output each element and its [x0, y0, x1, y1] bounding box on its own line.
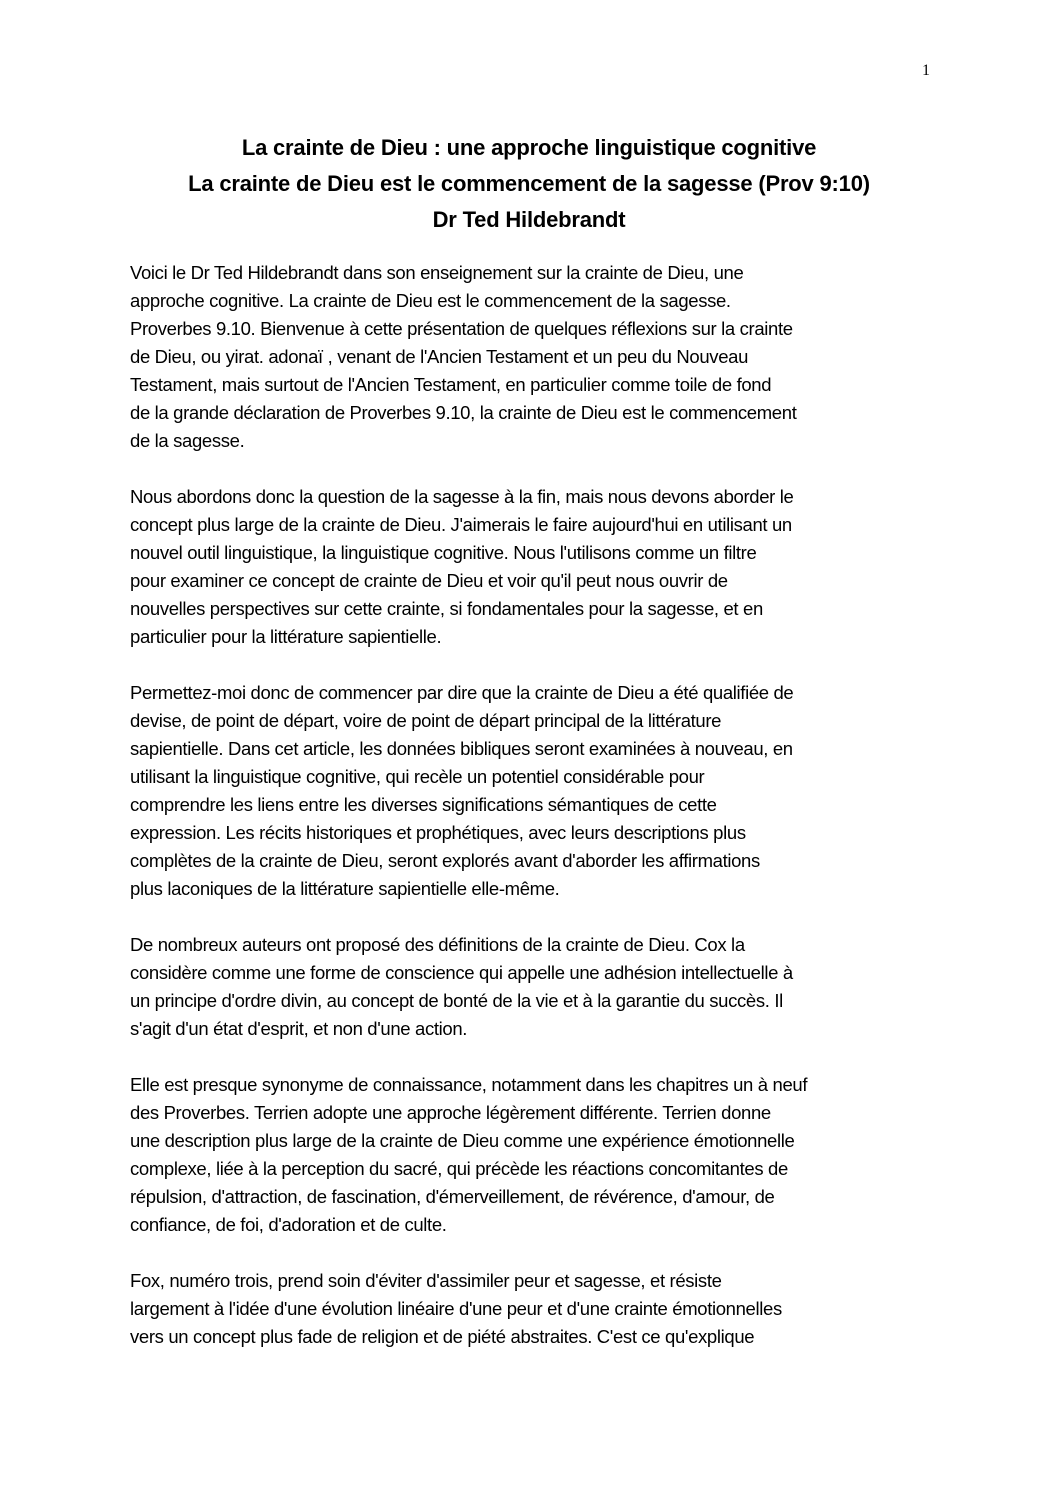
text-line: s'agit d'un état d'esprit, et non d'une action. [130, 1018, 468, 1039]
text-line: comprendre les liens entre les diverses significations sémantiques de cette [130, 794, 717, 815]
document-author: Dr Ted Hildebrandt [432, 207, 626, 232]
text-line: particulier pour la littérature sapientielle. [130, 626, 442, 647]
text-line: concept plus large de la crainte de Dieu. J'aimerais le faire aujourd'hui en utilisant un [130, 514, 792, 535]
text-line: expression. Les récits historiques et prophétiques, avec leurs descriptions plus [130, 822, 746, 843]
document-title: La crainte de Dieu : une approche linguistique cognitive [241, 135, 817, 160]
text-line: utilisant la linguistique cognitive, qui recèle un potentiel considérable pour [130, 766, 705, 787]
text-line: de la grande déclaration de Proverbes 9.10, la crainte de Dieu est le commencement [130, 402, 797, 423]
document-body [130, 259, 950, 1379]
text-line: une description plus large de la crainte de Dieu comme une expérience émotionnelle [130, 1130, 795, 1151]
document-title-block [0, 130, 1058, 238]
text-line: considère comme une forme de conscience qui appelle une adhésion intellectuelle à [130, 962, 793, 983]
text-line: complètes de la crainte de Dieu, seront explorés avant d'aborder les affirmations [130, 850, 760, 871]
paragraph [130, 1267, 950, 1351]
page-number: 1 [922, 62, 930, 79]
text-line: Proverbes 9.10. Bienvenue à cette présentation de quelques réflexions sur la crainte [130, 318, 793, 339]
text-line: vers un concept plus fade de religion et de piété abstraites. C'est ce qu'explique [130, 1326, 755, 1347]
text-line: de Dieu, ou yirat. adonaï , venant de l'Ancien Testament et un peu du Nouveau [130, 346, 749, 367]
text-line: nouvelles perspectives sur cette crainte, si fondamentales pour la sagesse, et en [130, 598, 763, 619]
paragraph [130, 483, 950, 651]
text-line: Fox, numéro trois, prend soin d'éviter d'assimiler peur et sagesse, et résiste [130, 1270, 722, 1291]
paragraph [130, 1071, 950, 1239]
text-line: des Proverbes. Terrien adopte une approche légèrement différente. Terrien donne [130, 1102, 771, 1123]
text-line: Voici le Dr Ted Hildebrandt dans son enseignement sur la crainte de Dieu, une [130, 262, 744, 283]
paragraph [130, 931, 950, 1043]
text-line: approche cognitive. La crainte de Dieu est le commencement de la sagesse. [130, 290, 731, 311]
text-line: De nombreux auteurs ont proposé des définitions de la crainte de Dieu. Cox la [130, 934, 745, 955]
text-line: Elle est presque synonyme de connaissance, notamment dans les chapitres un à neuf [130, 1074, 808, 1095]
text-line: Permettez-moi donc de commencer par dire que la crainte de Dieu a été qualifiée de [130, 682, 794, 703]
document-subtitle: La crainte de Dieu est le commencement de la sagesse (Prov 9:10) [188, 171, 870, 196]
text-line: confiance, de foi, d'adoration et de culte. [130, 1214, 447, 1235]
text-line: un principe d'ordre divin, au concept de bonté de la vie et à la garantie du succès. Il [130, 990, 783, 1011]
text-line: complexe, liée à la perception du sacré, qui précède les réactions concomitantes de [130, 1158, 788, 1179]
text-line: largement à l'idée d'une évolution linéaire d'une peur et d'une crainte émotionnelles [130, 1298, 782, 1319]
text-line: plus laconiques de la littérature sapientielle elle-même. [130, 878, 560, 899]
text-line: Nous abordons donc la question de la sagesse à la fin, mais nous devons aborder le [130, 486, 794, 507]
text-line: devise, de point de départ, voire de point de départ principal de la littérature [130, 710, 722, 731]
text-line: nouvel outil linguistique, la linguistique cognitive. Nous l'utilisons comme un filtre [130, 542, 757, 563]
text-line: répulsion, d'attraction, de fascination, d'émerveillement, de révérence, d'amour, de [130, 1186, 775, 1207]
text-line: pour examiner ce concept de crainte de Dieu et voir qu'il peut nous ouvrir de [130, 570, 728, 591]
text-line: sapientielle. Dans cet article, les données bibliques seront examinées à nouveau, en [130, 738, 793, 759]
text-line: de la sagesse. [130, 430, 245, 451]
paragraph [130, 679, 950, 903]
text-line: Testament, mais surtout de l'Ancien Testament, en particulier comme toile de fond [130, 374, 772, 395]
paragraph [130, 259, 950, 455]
